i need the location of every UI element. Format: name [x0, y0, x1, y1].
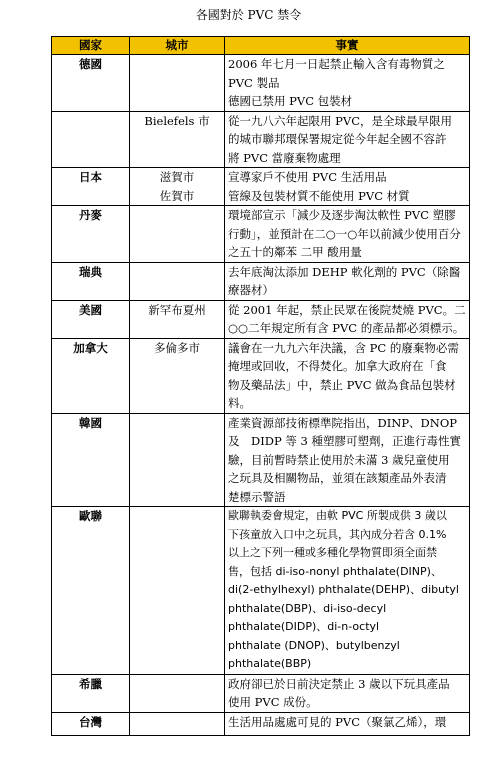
facts-cell — [225, 300, 470, 338]
city-cell — [130, 206, 225, 263]
city-name: 多倫多市 — [154, 340, 200, 355]
country-cell: 瑞典 — [52, 262, 130, 300]
fact-line: 將 PVC 當廢棄物處理 — [228, 150, 341, 165]
country-cell: 歐聯 — [52, 507, 130, 675]
fact-line: 行動」，並預計在二○一○年以前減少使用百分 — [228, 226, 461, 241]
fact-line: phthalate(DIDP)、di-n-octyl — [228, 620, 380, 633]
fact-line: 從一九八六年起限用 PVC，是全球最早限用 — [228, 113, 452, 128]
fact-line: 驗，目前暫時禁止使用於未滿 3 歲兒童使用 — [228, 452, 450, 467]
city-cell — [130, 55, 225, 112]
fact-line: 掩埋或回收，不得焚化。加拿大政府在「食 — [228, 359, 447, 373]
facts-cell — [225, 507, 470, 675]
city-cell — [130, 674, 225, 712]
fact-line: ○○二年規定所有含 PVC 的產品都必須標示。 — [228, 321, 465, 335]
city-cell — [130, 413, 225, 507]
table-row — [52, 507, 470, 675]
fact-line: phthalate(BBP) — [228, 657, 312, 670]
facts-cell — [225, 206, 470, 263]
page-title: 各國對於 PVC 禁令 — [195, 8, 302, 22]
fact-line: 療器材） — [228, 283, 274, 297]
fact-line: di(2-ethylhexyl) phthalate(DEHP)、dibutyl — [228, 583, 459, 596]
city-cell — [130, 712, 225, 735]
city-name: 新罕布夏州 — [148, 302, 206, 317]
facts-cell — [225, 712, 470, 735]
fact-line: 之玩具及相關物品，並須在該類產品外表清 — [228, 471, 447, 485]
facts-cell — [225, 338, 470, 413]
city-name: Bielefels 市 — [144, 113, 210, 128]
fact-line: 物及藥品法」中，禁止 PVC 做為食品包裝材 — [228, 377, 456, 392]
table-row — [52, 168, 470, 206]
fact-line: 下孩童放入口中之玩具，其內成分若含 0.1% — [228, 527, 447, 541]
city-cell — [130, 338, 225, 413]
fact-line: PVC 製品 — [228, 75, 280, 90]
facts-cell — [225, 262, 470, 300]
table-row — [52, 674, 470, 712]
header-city: 城市 — [130, 37, 225, 55]
country-cell: 台灣 — [52, 712, 130, 735]
facts-cell — [225, 674, 470, 712]
fact-line: 管線及包裝材質不能使用 PVC 材質 — [228, 188, 410, 203]
fact-line: 的城市聯邦環保署規定從今年起全國不容許 — [228, 132, 447, 146]
fact-line: 政府卻已於日前決定禁止 3 歲以下玩具產品 — [228, 676, 450, 691]
country-cell: 日本 — [52, 168, 130, 206]
table-row — [52, 111, 470, 168]
header-facts: 事實 — [225, 37, 470, 55]
facts-cell — [225, 413, 470, 507]
facts-cell — [225, 168, 470, 206]
pvc-ban-table — [51, 36, 470, 736]
city-cell — [130, 300, 225, 338]
city-cell — [130, 507, 225, 675]
header-country: 國家 — [52, 37, 130, 55]
table-header-row — [52, 37, 470, 55]
table-row — [52, 206, 470, 263]
fact-line: 及 DIDP 等 3 種塑膠可塑劑，正進行毒性實 — [228, 434, 462, 448]
fact-line: phthalate(DBP)、di-iso-decyl — [228, 601, 387, 615]
facts-cell — [225, 55, 470, 112]
table-row — [52, 55, 470, 112]
city-cell — [130, 111, 225, 168]
country-cell: 美國 — [52, 300, 130, 338]
fact-line: 生活用品處處可見的 PVC（聚氯乙烯），環 — [228, 714, 447, 729]
fact-line: phthalate (DNOP)、butylbenzyl — [228, 638, 400, 652]
table-row — [52, 413, 470, 507]
fact-line: 售，包括 di-iso-nonyl phthalate(DINP)、 — [228, 564, 442, 578]
fact-line: 料。 — [228, 396, 251, 410]
country-cell: 丹麥 — [52, 206, 130, 263]
city-name: 佐賀市 — [159, 188, 195, 203]
fact-line: 以上之下列一種或多種化學物質即須全面禁 — [228, 546, 437, 559]
fact-line: 環境部宣示「減少及逐步淘汰軟性 PVC 塑膠 — [228, 208, 456, 222]
fact-line: 之五十的鄰苯 二甲 酸用量 — [228, 245, 362, 259]
fact-line: 歐聯執委會規定，由軟 PVC 所製成供 3 歲以 — [228, 509, 447, 522]
country-cell: 德國 — [52, 55, 130, 112]
fact-line: 議會在一九九六年決議，含 PC 的廢棄物必需 — [228, 340, 459, 355]
table-row — [52, 338, 470, 413]
fact-line: 宣導家戶不使用 PVC 生活用品 — [228, 170, 387, 184]
fact-line: 從 2001 年起，禁止民眾在後院焚燒 PVC。二 — [228, 302, 466, 317]
city-name: 滋賀市 — [159, 170, 195, 184]
country-cell: 韓國 — [52, 413, 130, 507]
fact-line: 使用 PVC 成份。 — [228, 695, 318, 709]
country-cell: 加拿大 — [52, 338, 130, 413]
fact-line: 2006 年七月一日起禁止輸入含有毒物質之 — [228, 57, 445, 71]
table-body — [52, 55, 470, 736]
city-cell — [130, 262, 225, 300]
fact-line: 德國已禁用 PVC 包裝材 — [228, 94, 353, 108]
facts-cell — [225, 111, 470, 168]
fact-line: 產業資源部技術標準院指出，DINP、DNOP — [228, 415, 458, 430]
city-cell — [130, 168, 225, 206]
table-row — [52, 262, 470, 300]
country-cell: 希臘 — [52, 674, 130, 712]
table-row — [52, 712, 470, 735]
fact-line: 去年底淘汰添加 DEHP 軟化劑的 PVC（除醫 — [228, 264, 461, 279]
country-cell — [52, 111, 130, 168]
fact-line: 楚標示警語 — [228, 489, 286, 504]
table-row — [52, 300, 470, 338]
